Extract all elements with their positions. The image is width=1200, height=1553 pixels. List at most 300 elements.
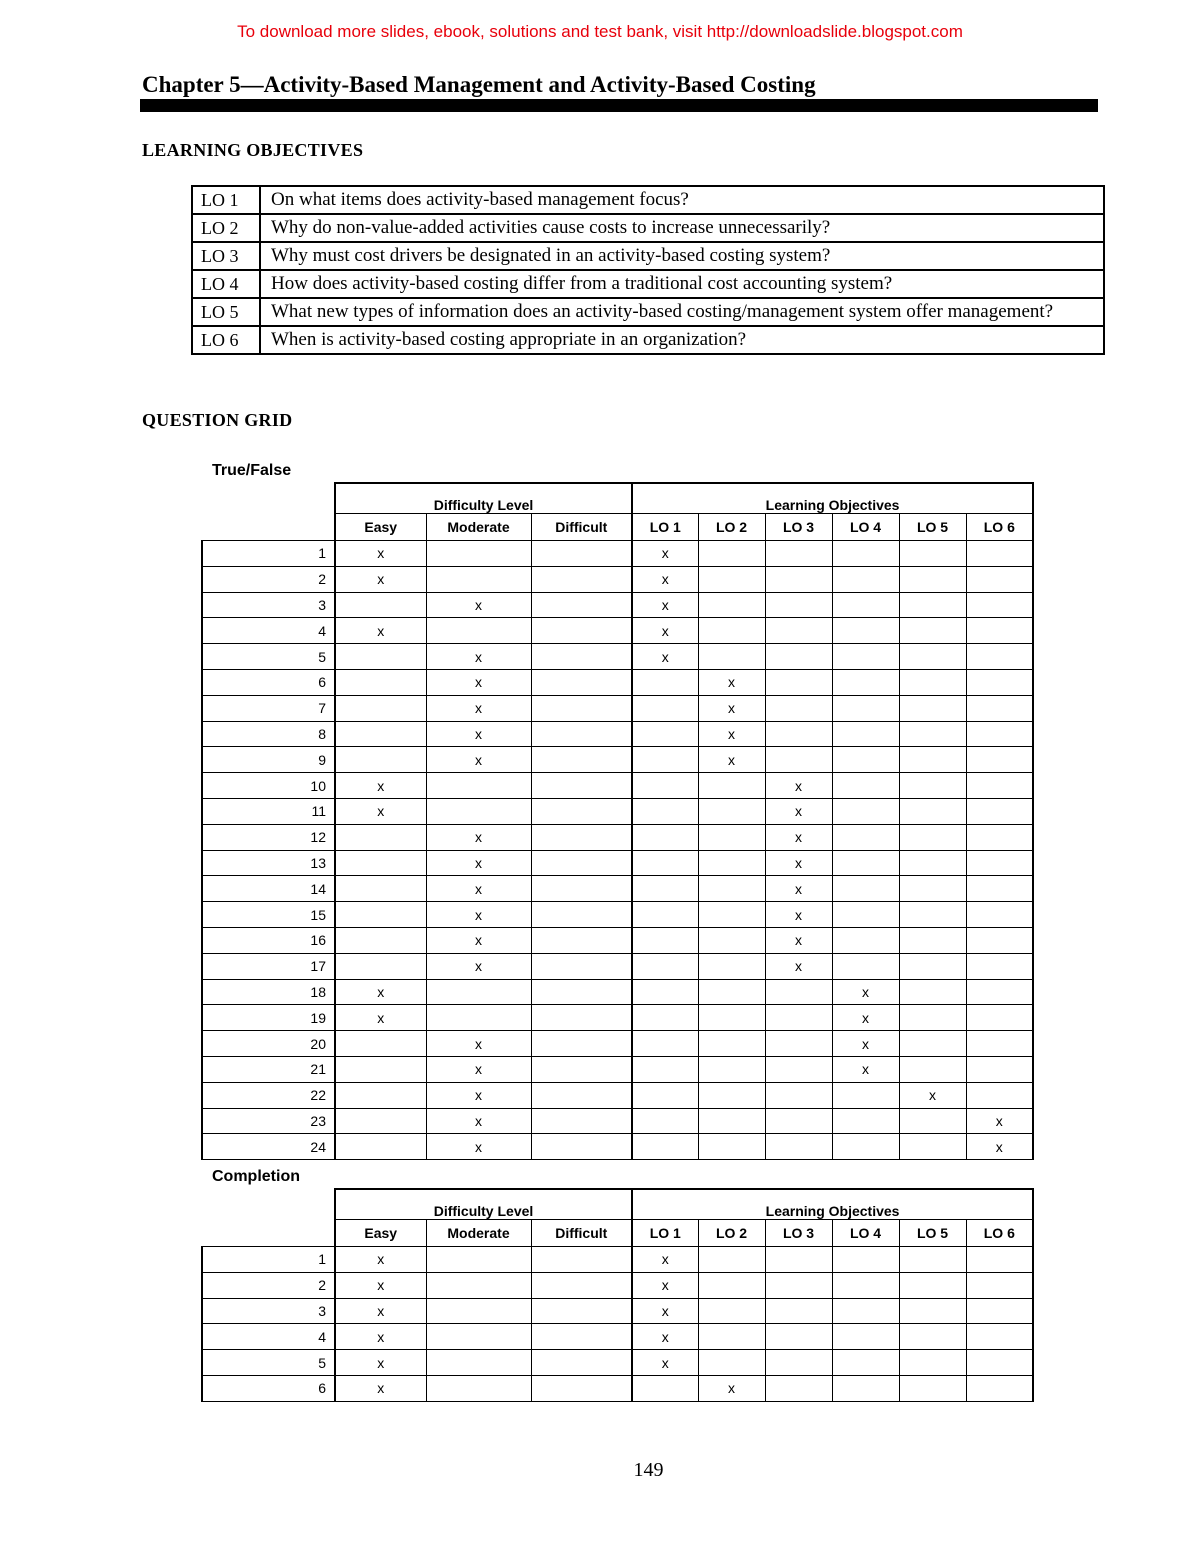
objective-cell: x xyxy=(632,1324,698,1350)
objective-cell xyxy=(966,618,1033,644)
objective-cell xyxy=(632,1134,698,1160)
question-number: 2 xyxy=(202,566,335,592)
lo-row xyxy=(192,214,1104,242)
objective-cell xyxy=(832,721,899,747)
question-row xyxy=(202,1056,1033,1082)
objective-cell: x xyxy=(632,1272,698,1298)
difficulty-cell xyxy=(426,798,531,824)
difficulty-cell: x xyxy=(426,876,531,902)
objective-cell xyxy=(765,1134,832,1160)
objective-cell xyxy=(966,902,1033,928)
objective-cell xyxy=(765,1108,832,1134)
difficulty-header: Difficult xyxy=(531,1220,632,1247)
objective-cell xyxy=(966,1005,1033,1031)
difficulty-cell xyxy=(426,1272,531,1298)
learning-objectives-table xyxy=(191,185,1105,355)
objective-cell xyxy=(698,1056,765,1082)
objective-cell xyxy=(899,592,966,618)
objective-cell xyxy=(632,1056,698,1082)
difficulty-cell: x xyxy=(426,669,531,695)
difficulty-cell: x xyxy=(335,618,426,644)
objective-cell: x xyxy=(698,695,765,721)
difficulty-cell xyxy=(531,695,632,721)
difficulty-cell xyxy=(531,953,632,979)
objective-cell xyxy=(832,618,899,644)
objective-cell: x xyxy=(832,979,899,1005)
objective-cell xyxy=(899,1247,966,1273)
difficulty-cell xyxy=(531,1272,632,1298)
objective-cell xyxy=(899,1298,966,1324)
objective-cell: x xyxy=(832,1031,899,1057)
objective-cell xyxy=(966,773,1033,799)
header-blank xyxy=(202,483,335,514)
difficulty-cell xyxy=(335,644,426,670)
lo-column-header: LO 1 xyxy=(632,1220,698,1247)
objective-cell xyxy=(832,902,899,928)
lo-column-header: LO 4 xyxy=(832,1220,899,1247)
difficulty-cell: x xyxy=(426,592,531,618)
difficulty-cell: x xyxy=(426,850,531,876)
objective-cell: x xyxy=(966,1108,1033,1134)
objective-cell: x xyxy=(765,876,832,902)
question-number: 6 xyxy=(202,1375,335,1401)
objective-cell xyxy=(832,669,899,695)
lo-column-header: LO 4 xyxy=(832,514,899,541)
objective-cell xyxy=(899,1350,966,1376)
question-row xyxy=(202,798,1033,824)
objective-cell xyxy=(899,927,966,953)
objective-cell xyxy=(765,1298,832,1324)
question-row xyxy=(202,953,1033,979)
objective-cell xyxy=(966,721,1033,747)
objective-cell xyxy=(632,824,698,850)
question-row xyxy=(202,669,1033,695)
objective-cell xyxy=(966,824,1033,850)
difficulty-cell: x xyxy=(426,1031,531,1057)
lo-id: LO 5 xyxy=(192,298,260,326)
lo-column-header: LO 6 xyxy=(966,514,1033,541)
objective-cell xyxy=(765,1350,832,1376)
objective-cell: x xyxy=(632,618,698,644)
question-number: 20 xyxy=(202,1031,335,1057)
question-row xyxy=(202,1082,1033,1108)
objective-cell xyxy=(966,979,1033,1005)
difficulty-cell: x xyxy=(426,695,531,721)
difficulty-cell xyxy=(426,773,531,799)
difficulty-cell xyxy=(531,721,632,747)
objective-cell xyxy=(899,1005,966,1031)
question-row xyxy=(202,1031,1033,1057)
objective-cell xyxy=(966,1272,1033,1298)
objective-cell xyxy=(899,1056,966,1082)
question-row xyxy=(202,850,1033,876)
question-row xyxy=(202,824,1033,850)
question-row xyxy=(202,721,1033,747)
objective-cell xyxy=(899,824,966,850)
difficulty-cell: x xyxy=(426,1108,531,1134)
difficulty-cell xyxy=(531,773,632,799)
question-number: 22 xyxy=(202,1082,335,1108)
lo-id: LO 4 xyxy=(192,270,260,298)
objective-cell xyxy=(899,1108,966,1134)
objective-cell: x xyxy=(698,669,765,695)
completion-grid xyxy=(201,1188,1034,1402)
question-number: 24 xyxy=(202,1134,335,1160)
difficulty-cell: x xyxy=(335,773,426,799)
objective-cell xyxy=(698,876,765,902)
difficulty-cell: x xyxy=(335,1324,426,1350)
objective-cell xyxy=(832,927,899,953)
objective-cell xyxy=(899,1272,966,1298)
question-number: 15 xyxy=(202,902,335,928)
difficulty-cell: x xyxy=(426,644,531,670)
question-number: 3 xyxy=(202,592,335,618)
objective-cell xyxy=(899,850,966,876)
difficulty-cell xyxy=(335,1056,426,1082)
difficulty-cell: x xyxy=(426,824,531,850)
learning-objectives-header: Learning Objectives xyxy=(632,483,1033,514)
difficulty-level-header: Difficulty Level xyxy=(335,1189,632,1220)
difficulty-level-header: Difficulty Level xyxy=(335,483,632,514)
objective-cell xyxy=(832,566,899,592)
difficulty-cell xyxy=(335,1134,426,1160)
question-row xyxy=(202,618,1033,644)
difficulty-cell xyxy=(335,592,426,618)
difficulty-header: Easy xyxy=(335,514,426,541)
objective-cell xyxy=(632,721,698,747)
difficulty-cell xyxy=(531,1350,632,1376)
objective-cell xyxy=(698,1005,765,1031)
objective-cell: x xyxy=(899,1082,966,1108)
difficulty-cell xyxy=(426,1324,531,1350)
lo-text: What new types of information does an activity-based costing/management system offer management? xyxy=(260,298,1104,326)
objective-cell xyxy=(899,747,966,773)
objective-cell xyxy=(966,1247,1033,1273)
question-number: 16 xyxy=(202,927,335,953)
objective-cell xyxy=(832,953,899,979)
question-number: 18 xyxy=(202,979,335,1005)
objective-cell: x xyxy=(765,953,832,979)
objective-cell xyxy=(832,644,899,670)
header-blank xyxy=(202,514,335,541)
difficulty-cell xyxy=(335,953,426,979)
objective-cell xyxy=(765,592,832,618)
lo-text: Why do non-value-added activities cause costs to increase unnecessarily? xyxy=(260,214,1104,242)
objective-cell xyxy=(632,902,698,928)
objective-cell xyxy=(899,541,966,567)
header-blank xyxy=(202,1220,335,1247)
question-row xyxy=(202,1005,1033,1031)
question-number: 21 xyxy=(202,1056,335,1082)
objective-cell xyxy=(832,1375,899,1401)
difficulty-header: Moderate xyxy=(426,514,531,541)
objective-cell xyxy=(832,592,899,618)
difficulty-cell xyxy=(335,669,426,695)
question-number: 19 xyxy=(202,1005,335,1031)
question-row xyxy=(202,1324,1033,1350)
difficulty-cell xyxy=(531,1056,632,1082)
lo-column-header: LO 2 xyxy=(698,514,765,541)
question-number: 9 xyxy=(202,747,335,773)
difficulty-cell: x xyxy=(426,902,531,928)
objective-cell xyxy=(698,541,765,567)
lo-text: How does activity-based costing differ from a traditional cost accounting system? xyxy=(260,270,1104,298)
difficulty-cell: x xyxy=(426,927,531,953)
objective-cell xyxy=(698,644,765,670)
lo-id: LO 6 xyxy=(192,326,260,354)
objective-cell xyxy=(832,1108,899,1134)
objective-cell xyxy=(698,1082,765,1108)
difficulty-cell xyxy=(426,566,531,592)
objective-cell xyxy=(698,1298,765,1324)
objective-cell xyxy=(899,902,966,928)
difficulty-cell xyxy=(426,541,531,567)
objective-cell: x xyxy=(966,1134,1033,1160)
objective-cell xyxy=(632,927,698,953)
difficulty-cell xyxy=(335,1082,426,1108)
objective-cell xyxy=(765,747,832,773)
objective-cell xyxy=(832,850,899,876)
title-rule xyxy=(140,99,1098,112)
difficulty-cell xyxy=(531,1247,632,1273)
header-blank xyxy=(202,1189,335,1220)
objective-cell xyxy=(966,695,1033,721)
chapter-title: Chapter 5—Activity-Based Management and Activity-Based Costing xyxy=(142,72,816,97)
objective-cell xyxy=(698,592,765,618)
question-row xyxy=(202,644,1033,670)
question-number: 12 xyxy=(202,824,335,850)
objective-cell xyxy=(698,824,765,850)
lo-text: Why must cost drivers be designated in an activity-based costing system? xyxy=(260,242,1104,270)
objective-cell: x xyxy=(632,566,698,592)
difficulty-cell xyxy=(426,1375,531,1401)
objective-cell xyxy=(765,1082,832,1108)
difficulty-cell: x xyxy=(426,1134,531,1160)
difficulty-cell xyxy=(531,1324,632,1350)
true-false-caption: True/False xyxy=(212,462,292,479)
difficulty-cell xyxy=(531,669,632,695)
question-number: 2 xyxy=(202,1272,335,1298)
objective-cell xyxy=(765,979,832,1005)
question-row xyxy=(202,979,1033,1005)
question-number: 1 xyxy=(202,1247,335,1273)
objective-cell xyxy=(832,695,899,721)
question-number: 8 xyxy=(202,721,335,747)
objective-cell xyxy=(966,644,1033,670)
objective-cell: x xyxy=(632,541,698,567)
objective-cell: x xyxy=(632,1298,698,1324)
question-number: 23 xyxy=(202,1108,335,1134)
objective-cell xyxy=(765,1375,832,1401)
question-number: 7 xyxy=(202,695,335,721)
question-row xyxy=(202,902,1033,928)
difficulty-cell xyxy=(531,1031,632,1057)
objective-cell xyxy=(698,850,765,876)
difficulty-cell: x xyxy=(426,747,531,773)
question-number: 4 xyxy=(202,1324,335,1350)
objective-cell xyxy=(966,1056,1033,1082)
objective-cell xyxy=(632,1108,698,1134)
difficulty-cell xyxy=(531,824,632,850)
question-row xyxy=(202,927,1033,953)
difficulty-cell xyxy=(335,927,426,953)
lo-text: When is activity-based costing appropriate in an organization? xyxy=(260,326,1104,354)
objective-cell xyxy=(698,1108,765,1134)
difficulty-cell xyxy=(335,721,426,747)
objective-cell xyxy=(765,1324,832,1350)
lo-row xyxy=(192,270,1104,298)
question-number: 14 xyxy=(202,876,335,902)
objective-cell xyxy=(899,566,966,592)
objective-cell xyxy=(832,1324,899,1350)
objective-cell xyxy=(966,669,1033,695)
completion-caption: Completion xyxy=(212,1168,300,1185)
lo-row xyxy=(192,242,1104,270)
objective-cell xyxy=(765,1031,832,1057)
objective-cell xyxy=(966,876,1033,902)
objective-cell xyxy=(899,721,966,747)
lo-column-header: LO 1 xyxy=(632,514,698,541)
objective-cell xyxy=(632,953,698,979)
objective-cell: x xyxy=(765,773,832,799)
objective-cell: x xyxy=(698,747,765,773)
question-grid-heading: QUESTION GRID xyxy=(142,410,293,430)
objective-cell xyxy=(966,1375,1033,1401)
lo-row xyxy=(192,298,1104,326)
objective-cell xyxy=(698,953,765,979)
lo-column-header: LO 5 xyxy=(899,514,966,541)
objective-cell xyxy=(899,773,966,799)
difficulty-cell: x xyxy=(426,953,531,979)
difficulty-cell: x xyxy=(335,1350,426,1376)
objective-cell xyxy=(899,669,966,695)
objective-cell xyxy=(832,1298,899,1324)
question-row xyxy=(202,876,1033,902)
difficulty-cell xyxy=(335,695,426,721)
question-row xyxy=(202,1298,1033,1324)
objective-cell xyxy=(765,721,832,747)
objective-cell xyxy=(698,773,765,799)
objective-cell xyxy=(765,695,832,721)
objective-cell xyxy=(765,1272,832,1298)
difficulty-cell xyxy=(531,876,632,902)
objective-cell xyxy=(899,695,966,721)
objective-cell xyxy=(899,953,966,979)
difficulty-cell xyxy=(531,1005,632,1031)
objective-cell xyxy=(765,1056,832,1082)
question-row xyxy=(202,1247,1033,1273)
objective-cell: x xyxy=(698,721,765,747)
lo-column-header: LO 3 xyxy=(765,1220,832,1247)
objective-cell xyxy=(698,1350,765,1376)
objective-cell xyxy=(966,953,1033,979)
difficulty-cell xyxy=(531,618,632,644)
objective-cell xyxy=(832,1272,899,1298)
difficulty-cell: x xyxy=(426,721,531,747)
difficulty-cell: x xyxy=(426,1082,531,1108)
objective-cell: x xyxy=(765,850,832,876)
difficulty-cell xyxy=(531,1134,632,1160)
question-number: 10 xyxy=(202,773,335,799)
objective-cell xyxy=(966,1324,1033,1350)
objective-cell xyxy=(698,927,765,953)
objective-cell: x xyxy=(632,1247,698,1273)
difficulty-cell: x xyxy=(335,1005,426,1031)
objective-cell: x xyxy=(765,798,832,824)
objective-cell: x xyxy=(632,644,698,670)
question-number: 4 xyxy=(202,618,335,644)
objective-cell xyxy=(632,1375,698,1401)
objective-cell xyxy=(698,1031,765,1057)
learning-objectives-header: Learning Objectives xyxy=(632,1189,1033,1220)
objective-cell xyxy=(832,1082,899,1108)
page-number: 149 xyxy=(633,1459,664,1481)
objective-cell: x xyxy=(632,1350,698,1376)
objective-cell xyxy=(966,927,1033,953)
objective-cell xyxy=(698,798,765,824)
difficulty-cell xyxy=(335,824,426,850)
difficulty-cell xyxy=(531,1298,632,1324)
question-number: 17 xyxy=(202,953,335,979)
difficulty-cell: x xyxy=(335,1375,426,1401)
difficulty-cell xyxy=(531,1082,632,1108)
objective-cell xyxy=(966,747,1033,773)
objective-cell xyxy=(698,1272,765,1298)
objective-cell xyxy=(899,1134,966,1160)
objective-cell: x xyxy=(765,824,832,850)
difficulty-cell xyxy=(531,566,632,592)
question-row xyxy=(202,541,1033,567)
question-row xyxy=(202,1375,1033,1401)
question-number: 11 xyxy=(202,798,335,824)
objective-cell xyxy=(632,876,698,902)
objective-cell xyxy=(832,747,899,773)
objective-cell: x xyxy=(765,927,832,953)
difficulty-cell: x xyxy=(335,1247,426,1273)
true-false-grid xyxy=(201,482,1034,1160)
difficulty-cell xyxy=(531,927,632,953)
objective-cell xyxy=(966,541,1033,567)
question-row xyxy=(202,592,1033,618)
question-number: 3 xyxy=(202,1298,335,1324)
difficulty-cell xyxy=(531,541,632,567)
question-row xyxy=(202,747,1033,773)
difficulty-cell xyxy=(531,1108,632,1134)
objective-cell xyxy=(765,618,832,644)
objective-cell xyxy=(632,695,698,721)
question-row xyxy=(202,695,1033,721)
question-row xyxy=(202,1108,1033,1134)
difficulty-cell xyxy=(335,747,426,773)
difficulty-cell xyxy=(426,1298,531,1324)
objective-cell xyxy=(899,979,966,1005)
objective-cell xyxy=(966,1031,1033,1057)
objective-cell xyxy=(832,773,899,799)
objective-cell: x xyxy=(832,1005,899,1031)
objective-cell: x xyxy=(698,1375,765,1401)
objective-cell xyxy=(765,566,832,592)
objective-cell xyxy=(966,566,1033,592)
objective-cell xyxy=(632,798,698,824)
objective-cell xyxy=(632,979,698,1005)
difficulty-cell xyxy=(531,644,632,670)
lo-id: LO 3 xyxy=(192,242,260,270)
difficulty-cell xyxy=(335,1031,426,1057)
difficulty-cell: x xyxy=(335,541,426,567)
objective-cell xyxy=(832,798,899,824)
question-number: 13 xyxy=(202,850,335,876)
objective-cell xyxy=(966,798,1033,824)
